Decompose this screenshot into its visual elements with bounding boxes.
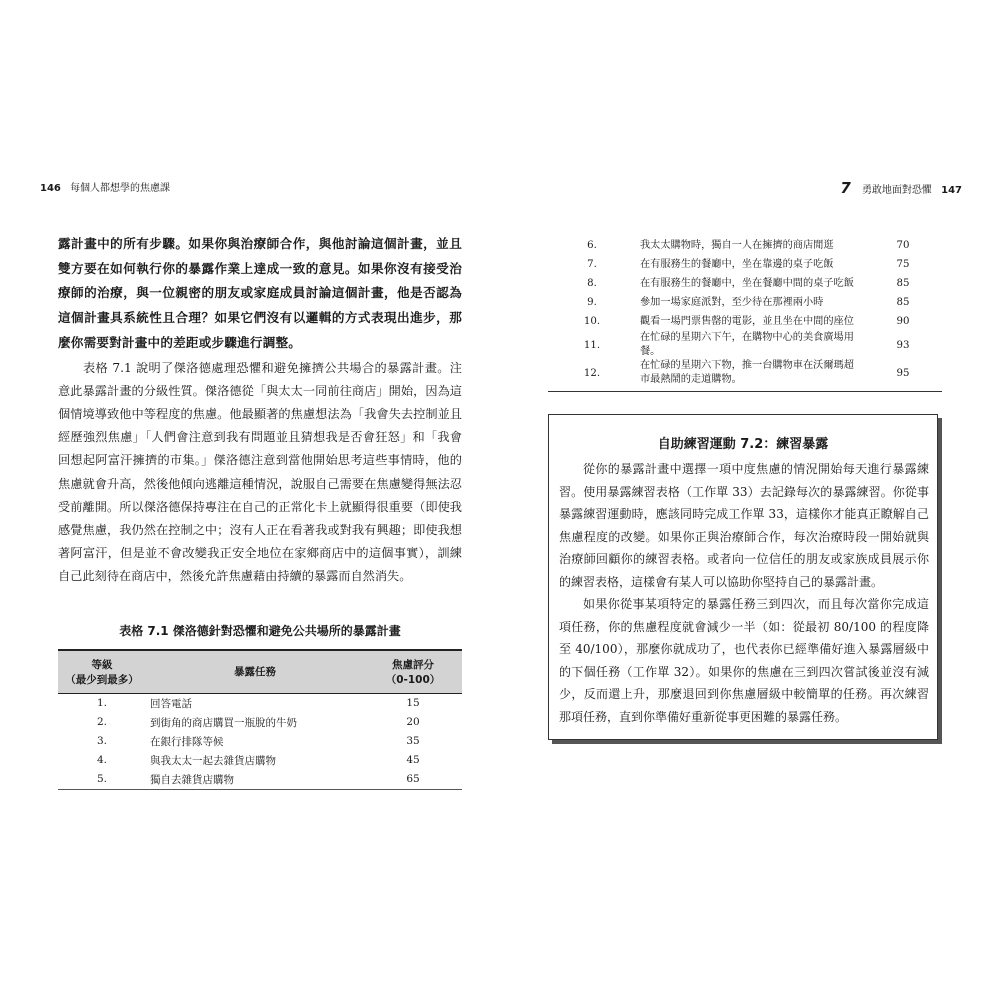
right-page-number: 147 (941, 185, 962, 196)
left-page-body (58, 232, 462, 790)
row-task: 在忙碌的星期六下午，在購物中心的美食廣場用餐。 (640, 332, 854, 357)
table-caption: 表格 7.1 傑洛德針對恐懼和避免公共場所的暴露計畫 (119, 623, 401, 638)
right-running-title: 勇敢地面對恐懼 (861, 185, 932, 196)
exercise-title: 自助練習運動 7.2：練習暴露 (657, 437, 829, 452)
row-task: 在忙碌的星期六下物，推一台購物車在沃爾瑪超市最熱鬧的走道購物。 (636, 359, 864, 392)
row-number: 1. (96, 697, 108, 710)
row-number: 9. (587, 297, 597, 308)
row-score: 45 (406, 754, 420, 767)
row-number: 7. (587, 259, 597, 270)
row-number: 10. (583, 316, 601, 327)
row-score: 70 (896, 240, 910, 251)
row-number: 11. (583, 339, 601, 351)
header-score (364, 650, 462, 694)
header-score-line2: （0-100） (385, 673, 441, 686)
row-task: 到街角的商店購買一瓶脫的牛奶 (150, 716, 297, 729)
row-number: 8. (587, 278, 597, 289)
row-task: 在銀行排隊等候 (150, 735, 224, 748)
table-row (58, 751, 462, 770)
row-score: 15 (406, 697, 420, 710)
paragraph-table-explanation: 表格 7.1 說明了傑洛德處理恐懼和避免擁擠公共場合的暴露計畫。注意此暴露計畫的分級性質。傑洛德從「與太太一同前往商店」開始，因為這個情境導致他中等程度的焦慮。他最顯著的焦慮想法為「我會失去控制並且經歷強烈焦慮」「人們會注意到我有問題並且猜想我是否會狂怒」和「我會回想起阿富汗擁擠的市集。」傑洛德注意到當他開始思考這些事情時，他的焦慮就會升高，然後他傾向逃離這種情況，說服自己需要在焦慮變得無法忍受前離開。所以傑洛德保持專注在自己的正常化卡上就顯得很重要（即使我感覺焦慮，我仍然在控制之中；沒有人正在看著我或對我有興趣；即使我想著阿富汗，但是並不會改變我正安全地位在家鄉商店中的這個事實），訓練自己此刻待在商店中，然後允許焦慮藉由持續的暴露而自然消失。 (58, 360, 462, 584)
header-level-line1: 等級 (91, 658, 113, 671)
row-score: 20 (406, 716, 420, 729)
row-score: 93 (896, 339, 910, 351)
table-row (548, 359, 942, 392)
left-running-title: 每個人都想學的焦慮課 (70, 183, 171, 194)
table-row (58, 770, 462, 790)
table-header-row (58, 650, 462, 694)
right-page-body (548, 236, 942, 392)
exposure-table-continued (548, 236, 942, 392)
right-page-header (840, 179, 962, 197)
row-score: 90 (896, 316, 910, 327)
row-score: 85 (896, 297, 910, 308)
exposure-table (58, 649, 462, 790)
row-number: 12. (548, 359, 636, 392)
row-task: 獨自去雜貨店購物 (146, 770, 364, 790)
exercise-paragraph-1: 從你的暴露計畫中選擇一項中度焦慮的情況開始每天進行暴露練習。使用暴露練習表格（工作單 33）去記錄每次的暴露練習。你從事暴露練習運動時，應該同時完成工作單 33，這樣你才能真正瞭解自己焦慮程度的改變。如果你正與治療師合作，每次治療時段一開始就與治療師回顧你的練習表格。或者向一位信任的朋友或家族成員展示你的練習表格，這樣會有某人可以協助你堅持自己的暴露計畫。 (559, 462, 929, 589)
row-number: 4. (96, 754, 108, 767)
left-page-header (40, 179, 170, 194)
row-task: 在有服務生的餐廳中，坐在餐廳中間的桌子吃飯 (640, 277, 854, 289)
table-row (58, 732, 462, 751)
table-row (548, 255, 942, 274)
header-level (58, 650, 146, 694)
header-level-line2: （最少到最多） (65, 673, 139, 686)
row-score: 85 (896, 278, 910, 289)
paragraph-intro: 露計畫中的所有步驟。如果你與治療師合作，與他討論這個計畫，並且雙方要在如何執行你的暴露作業上達成一致的意見。如果你沒有接受治療師的治療，與一位親密的朋友或家庭成員討論這個計畫，他是否認為這個計畫具系統性且合理？如果它們沒有以邏輯的方式表現出進步，那麼你需要對計畫中的差距或步驟進行調整。 (58, 236, 462, 350)
row-score: 65 (364, 770, 462, 790)
table-row (58, 693, 462, 713)
chapter-number: 7 (840, 179, 851, 197)
row-score: 95 (864, 359, 942, 392)
row-task: 與我太太一起去雜貨店購物 (150, 754, 276, 767)
header-score-line1: 焦慮評分 (392, 658, 434, 671)
row-task: 參加一場家庭派對，至少待在那裡兩小時 (640, 296, 824, 308)
row-score: 75 (896, 259, 910, 270)
row-task: 在有服務生的餐廳中，坐在靠邊的桌子吃飯 (640, 258, 834, 270)
table-row (548, 312, 942, 331)
table-row (548, 236, 942, 255)
exercise-paragraph-2: 如果你從事某項特定的暴露任務三到四次，而且每次當你完成這項任務，你的焦慮程度就會減少一半（如：從最初 80/100 的程度降至 40/100），那麼你就成功了，也代表你已經準備好進入暴露層級中的下個任務（工作單 32）。如果你的焦慮在三到四次嘗試後並沒有減少，反而還上升，那麼退回到你焦慮層級中較簡單的任務。再次練習那項任務，直到你準備好重新從事更困難的暴露任務。 (559, 597, 929, 724)
table-row (548, 293, 942, 312)
row-number: 3. (96, 735, 108, 748)
row-score: 35 (406, 735, 420, 748)
exercise-box (548, 414, 938, 740)
header-task: 暴露任務 (146, 650, 364, 694)
row-task: 回答電話 (150, 697, 192, 710)
left-page-number: 146 (40, 183, 61, 194)
table-row (548, 274, 942, 293)
table-row (58, 713, 462, 732)
row-number: 5. (58, 770, 146, 790)
row-task: 我太太購物時，獨自一人在擁擠的商店閒逛 (640, 239, 834, 251)
row-number: 6. (587, 240, 597, 251)
row-task: 觀看一場門票售罄的電影，並且坐在中間的座位 (640, 315, 854, 327)
table-row (548, 331, 942, 359)
row-number: 2. (96, 716, 108, 729)
